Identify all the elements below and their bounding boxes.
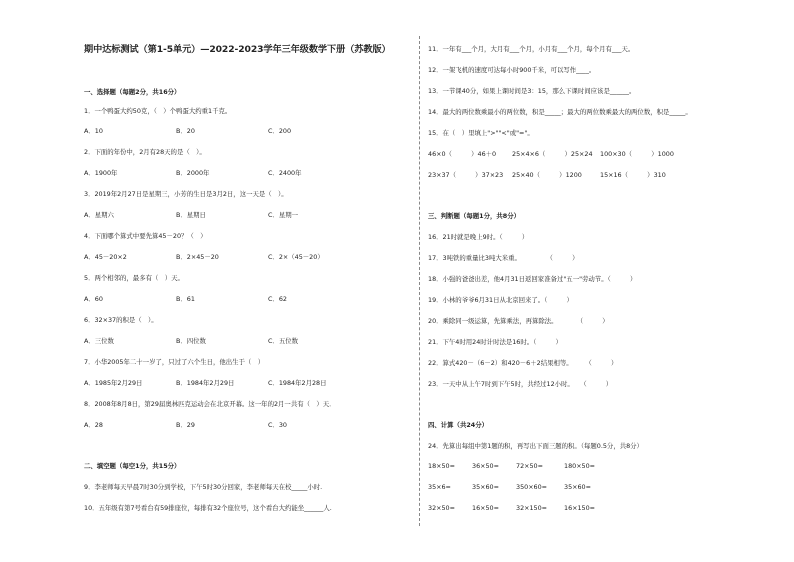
- q3-option-c: C．星期一: [268, 211, 299, 219]
- calc-item: 35×60=: [564, 483, 591, 491]
- question-8: 8．2008年8月8日，第29届奥林匹克运动会在北京开幕。这一年的2月一共有（ ）天．: [84, 400, 336, 408]
- q6-option-c: C．五位数: [268, 337, 299, 345]
- section-judge-header: 三、判断题（每题1分，共8分）: [428, 212, 520, 220]
- q8-option-a: A．28: [84, 421, 103, 429]
- q3-option-b: B．星期日: [176, 211, 206, 219]
- calc-item: 350×60=: [516, 483, 548, 491]
- question-12: 12．一架飞机的速度可达每小时900千米，可以写作____。: [428, 66, 596, 74]
- question-18: 18．小强的爸爸出差，他4月31日返回家准备过"五一"劳动节。（ ）: [428, 275, 637, 283]
- calc-item: 18×50=: [428, 462, 455, 470]
- question-20: 20．乘除同一级运算，先算乘法，再算除法。 （ ）: [428, 317, 609, 325]
- calc-item: 32×50=: [428, 504, 455, 512]
- question-5: 5．两个相邻的，最多有（ ）天。: [84, 274, 184, 282]
- q7-option-b: B．1984年2月29日: [176, 379, 235, 387]
- compare-item: 25×4×6（ ）25×24: [512, 150, 593, 158]
- q7-option-c: C．1984年2月28日: [268, 379, 327, 387]
- section-fill-header: 二、填空题（每空1分，共15分）: [84, 462, 181, 470]
- q3-option-a: A．星期六: [84, 211, 114, 219]
- q4-option-b: B．2×45－20: [176, 253, 219, 261]
- q6-option-a: A．三位数: [84, 337, 114, 345]
- calc-item: 36×50=: [472, 462, 499, 470]
- question-17: 17．3吨铁的重量比3吨大米重。 （ ）: [428, 254, 579, 262]
- q5-option-a: A．60: [84, 295, 103, 303]
- q2-option-a: A．1900年: [84, 169, 118, 177]
- q7-option-a: A．1985年2月29日: [84, 379, 143, 387]
- calc-item: 35×60=: [472, 483, 499, 491]
- calc-item: 32×150=: [516, 504, 548, 512]
- q2-option-c: C．2400年: [268, 169, 302, 177]
- q1-option-b: B．20: [176, 127, 195, 135]
- question-10: 10．五年级有第7号看台有59排座位，每排有32个座位号，这个看台大约能坐______人.: [84, 504, 332, 512]
- question-1: 1．一个鸭蛋大约50克，（ ）个鸭蛋大约重1千克。: [84, 107, 232, 115]
- q1-option-c: C．200: [268, 127, 292, 135]
- question-23: 23．一天中从上午7时到下午5时，共经过12小时。 （ ）: [428, 380, 613, 388]
- question-2: 2．下面的年份中，2月有28天的是（ ）。: [84, 148, 206, 156]
- compare-item: 23×37（ ）37×23: [428, 171, 504, 179]
- q1-option-a: A．10: [84, 127, 103, 135]
- calc-item: 35×6=: [428, 483, 451, 491]
- question-9: 9．李老师每天早晨7时30分到学校，下午5时30分回家，李老师每天在校_____小时.: [84, 483, 323, 491]
- question-13: 13．一节课40分，如果上课时间是3：15，那么下课时间应该是______。: [428, 87, 636, 95]
- question-11: 11．一年有___个月，大月有___个月，小月有___个月，每个月有___天。: [428, 45, 635, 53]
- section-choice-header: 一、选择题（每题2分，共16分）: [84, 88, 181, 96]
- q5-option-c: C．62: [268, 295, 287, 303]
- calc-item: 72×50=: [516, 462, 543, 470]
- question-21: 21．下午4时用24时计时法是16时。（ ）: [428, 338, 562, 346]
- calc-item: 16×150=: [564, 504, 596, 512]
- question-4: 4．下面哪个算式中要先算45－20？（ ）: [84, 232, 207, 240]
- question-24: 24．先算出每组中第1题的积，再写出下面三题的积。（每题0.5分，共8分）: [428, 442, 643, 450]
- column-divider: [419, 36, 420, 526]
- q8-option-b: B．29: [176, 421, 195, 429]
- compare-item: 15×16（ ）310: [600, 171, 666, 179]
- compare-item: 25×40（ ）1200: [512, 171, 582, 179]
- q5-option-b: B．61: [176, 295, 195, 303]
- compare-item: 100×30（ ）1000: [600, 150, 674, 158]
- question-15: 15．在（ ）里填上">""<"或"="。: [428, 129, 534, 137]
- q6-option-b: B．四位数: [176, 337, 206, 345]
- calc-item: 16×50=: [472, 504, 499, 512]
- question-22: 22．算式420－（6－2）和420－6＋2结果相等。 （ ）: [428, 359, 618, 367]
- q2-option-b: B．2000年: [176, 169, 210, 177]
- question-6: 6．32×37的积是（ ）。: [84, 316, 158, 324]
- calc-item: 180×50=: [564, 462, 596, 470]
- q8-option-c: C．30: [268, 421, 287, 429]
- q4-option-c: C．2×（45－20）: [268, 253, 324, 261]
- question-16: 16．21时就是晚上9时。（ ）: [428, 233, 529, 241]
- compare-item: 46×0（ ）46＋0: [428, 150, 497, 158]
- question-19: 19．小林的爷爷6月31日从北京回来了。（ ）: [428, 296, 573, 304]
- q4-option-a: A．45－20×2: [84, 253, 127, 261]
- question-3: 3．2019年2月27日是星期三，小芳的生日是3月2日，这一天是（ ）。: [84, 190, 288, 198]
- page-title: 期中达标测试（第1-5单元）—2022-2023学年三年级数学下册（苏教版）: [84, 44, 391, 55]
- section-calc-header: 四、计算（共24分）: [428, 421, 489, 429]
- question-14: 14．最大的两位数乘最小的两位数，积是_____；最大的两位数乘最大的两位数，积是_____。: [428, 108, 692, 116]
- question-7: 7．小华2005年二十一岁了，只过了六个生日，他出生于（ ）: [84, 358, 265, 366]
